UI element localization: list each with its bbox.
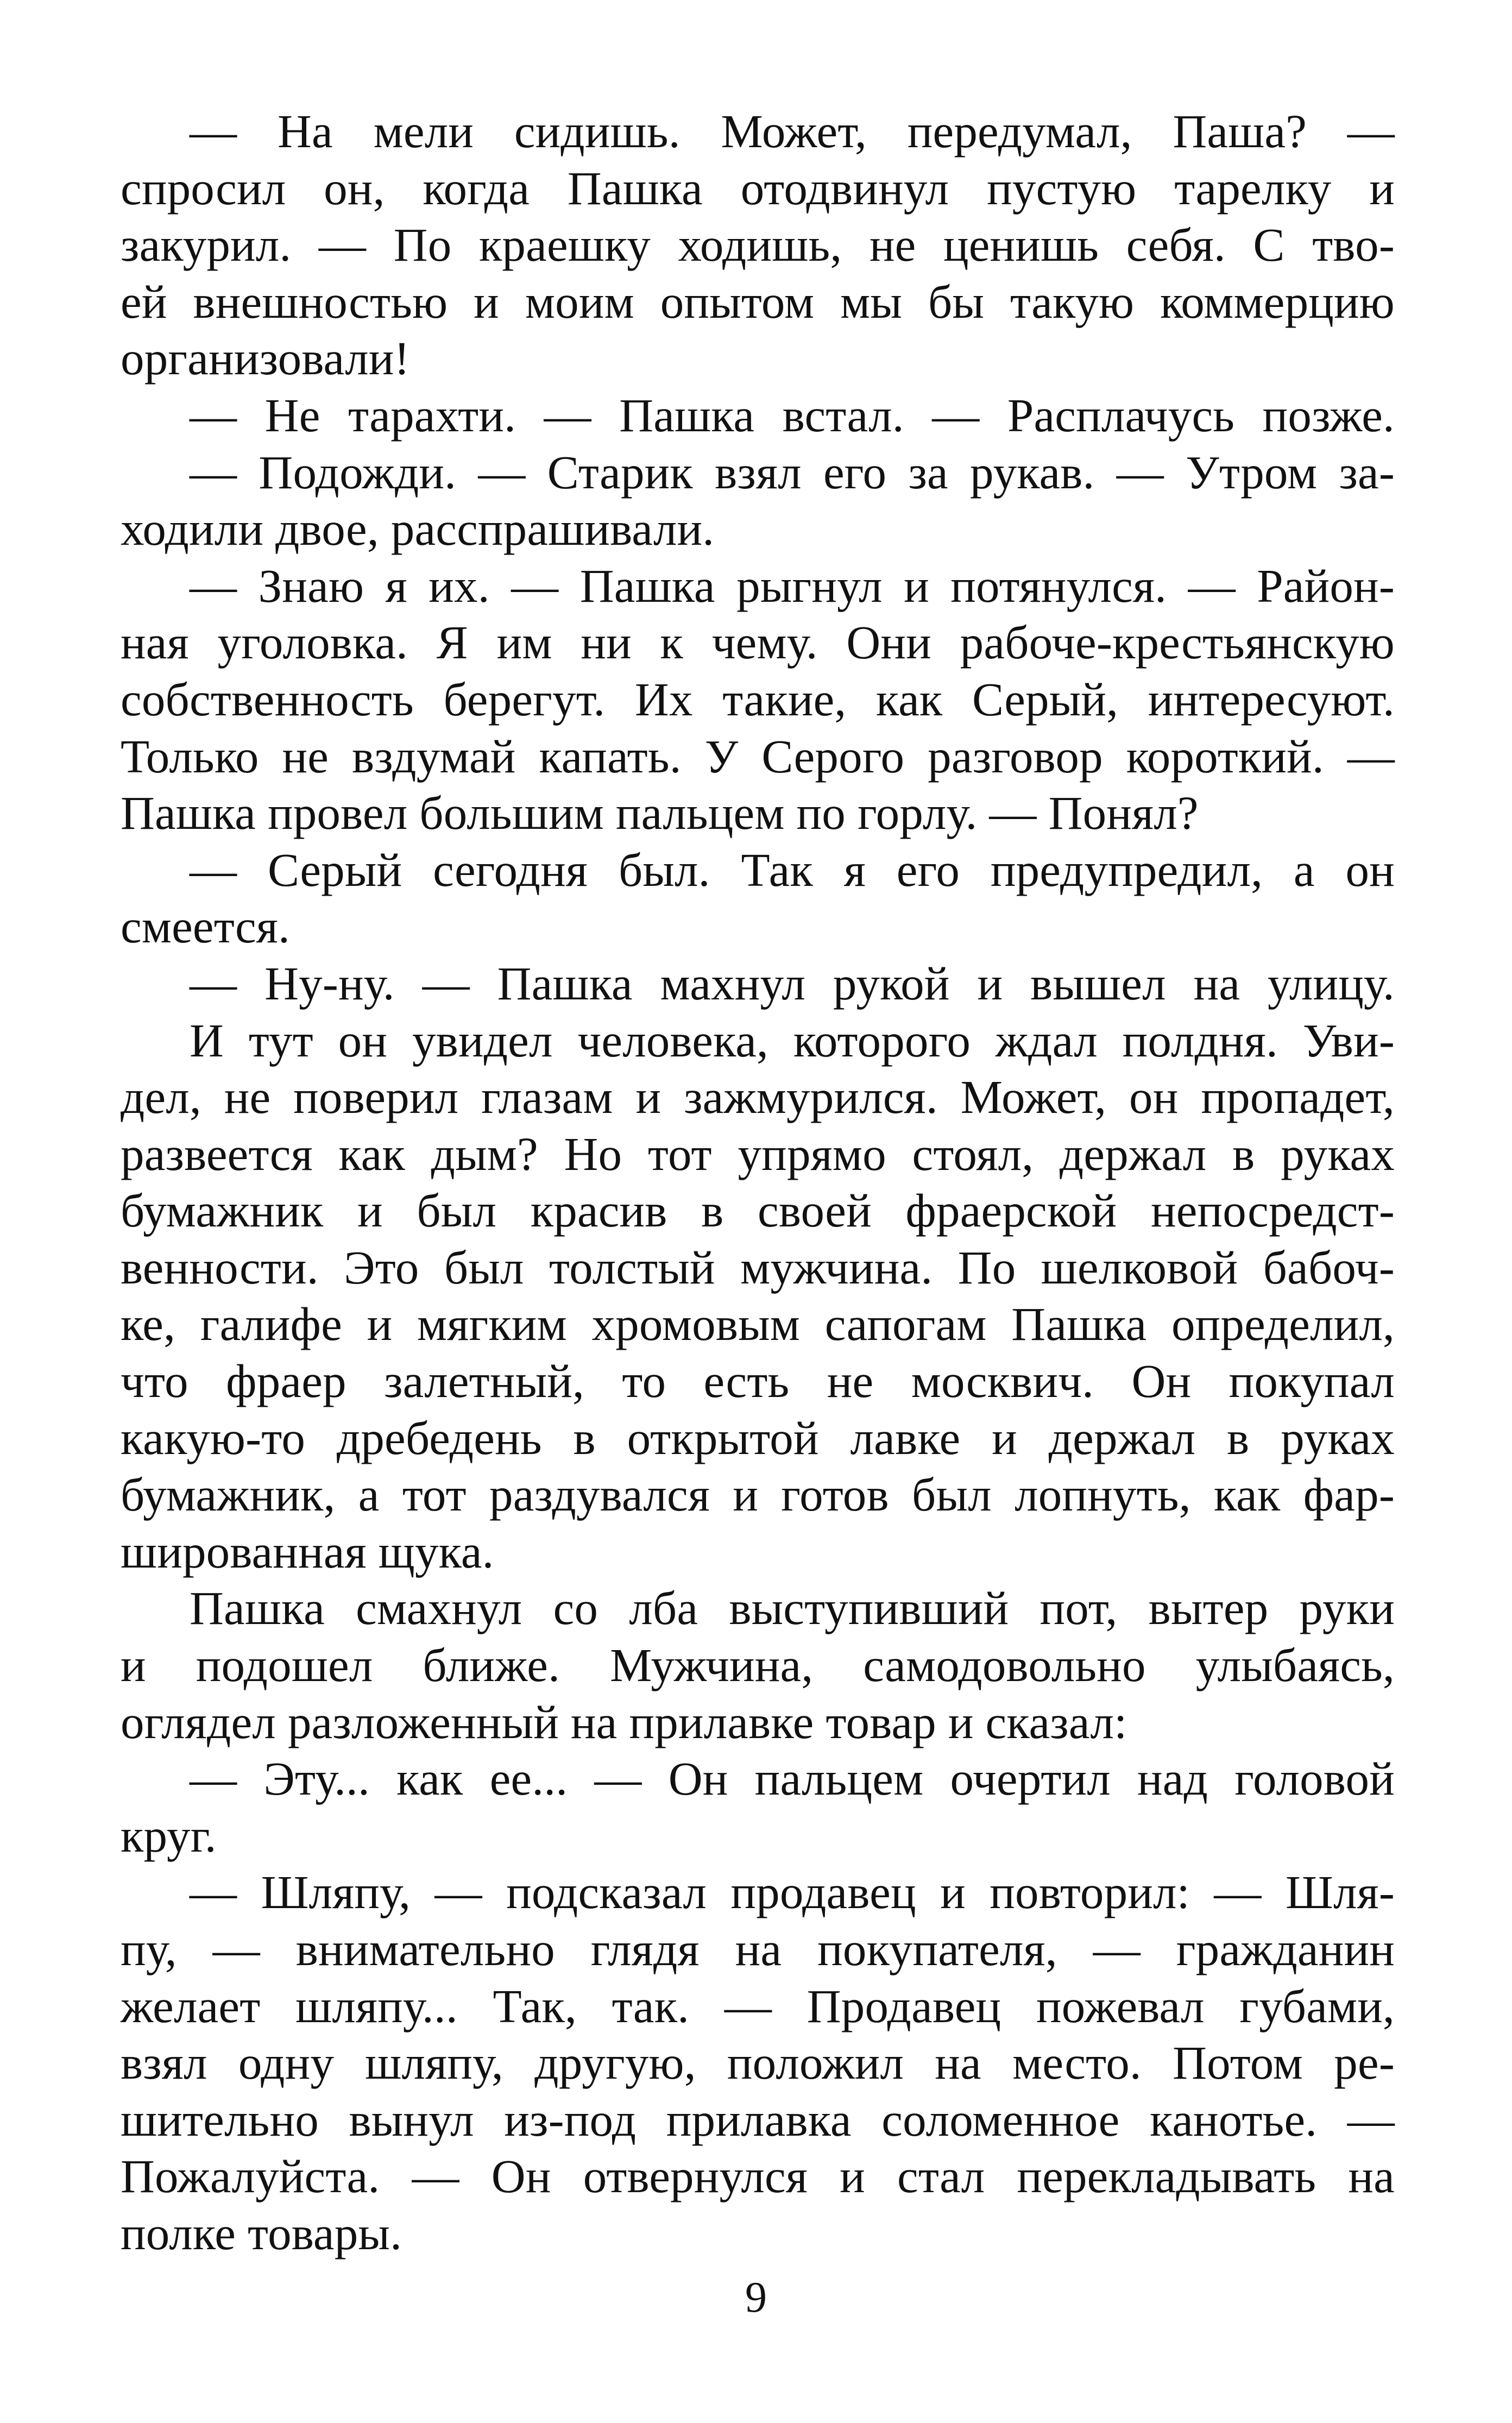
text-line: бумажник и был красив в своей фраерской непосредст- — [121, 1184, 1395, 1237]
text-line: — Шляпу, — подсказал продавец и повторил: — Шля- — [190, 1866, 1395, 1919]
text-line: смеется. — [121, 900, 290, 953]
text-line: ная уголовка. Я им ни к чему. Они рабоче-крестьянскую — [121, 616, 1395, 669]
text-line: спросил он, когда Пашка отодвинул пустую тарелку и — [121, 161, 1395, 215]
text-line: полке товары. — [121, 2206, 402, 2260]
text-line: — Эту... как ее... — Он пальцем очертил над головой — [190, 1752, 1395, 1805]
text-line: Пашка смахнул со лба выступивший пот, вытер руки — [190, 1582, 1395, 1635]
page-text — [121, 103, 1395, 2262]
text-line: — На мели сидишь. Может, передумал, Паша? — — [190, 105, 1395, 158]
text-line: развеется как дым? Но тот упрямо стоял, держал в руках — [121, 1127, 1395, 1180]
text-line: шированная щука. — [121, 1525, 494, 1578]
text-line: шительно вынул из-под прилавка соломенное канотье. — — [121, 2093, 1395, 2146]
text-line: ке, галифе и мягким хромовым сапогам Пашка определил, — [121, 1298, 1395, 1351]
text-line: взял одну шляпу, другую, положил на место. Потом ре- — [121, 2036, 1395, 2090]
text-line: И тут он увидел человека, которого ждал полдня. Уви- — [190, 1014, 1395, 1067]
text-line: пу, — внимательно глядя на покупателя, — гражданин — [121, 1923, 1395, 1975]
text-line: дел, не поверил глазам и зажмурился. Может, он пропадет, — [121, 1071, 1395, 1124]
text-line: — Знаю я их. — Пашка рыгнул и потянулся. — Район- — [190, 559, 1395, 612]
text-line: — Ну-ну. — Пашка махнул рукой и вышел на улицу. — [190, 956, 1395, 1010]
text-line: бумажник, а тот раздувался и готов был лопнуть, как фар- — [121, 1468, 1395, 1521]
text-line: — Серый сегодня был. Так я его предупредил, а он — [190, 843, 1395, 896]
text-line: и подошел ближе. Мужчина, самодовольно улыбаясь, — [121, 1639, 1395, 1692]
text-line: ей внешностью и моим опытом мы бы такую коммерцию — [121, 275, 1395, 328]
page-number: 9 — [745, 2274, 767, 2321]
text-line: оглядел разложенный на прилавке товар и сказал: — [121, 1695, 1127, 1748]
text-line: какую-то дребедень в открытой лавке и держал в руках — [121, 1411, 1395, 1464]
text-line: желает шляпу... Так, так. — Продавец пожевал губами, — [121, 1979, 1395, 2032]
text-line: собственность берегут. Их такие, как Серый, интересуют. — [121, 672, 1395, 726]
text-line: — Подожди. — Старик взял его за рукав. — Утром за- — [190, 445, 1395, 499]
text-line: организовали! — [121, 332, 410, 385]
text-line: круг. — [121, 1809, 217, 1862]
text-line: ходили двое, расспрашивали. — [121, 502, 715, 556]
text-line: закурил. — По краешку ходишь, не ценишь себя. С тво- — [121, 218, 1395, 272]
text-line: Только не вздумай капать. У Серого разговор короткий. — — [121, 729, 1395, 783]
text-line: — Не тарахти. — Пашка встал. — Расплачусь позже. — [190, 388, 1395, 442]
text-line: Пожалуйста. — Он отвернулся и стал перекладывать на — [121, 2150, 1395, 2203]
text-line: венности. Это был толстый мужчина. По шелковой бабоч- — [121, 1241, 1395, 1294]
text-line: что фраер залетный, то есть не москвич. Он покупал — [121, 1355, 1395, 1408]
text-line: Пашка провел большим пальцем по горлу. — Понял? — [121, 786, 1199, 840]
